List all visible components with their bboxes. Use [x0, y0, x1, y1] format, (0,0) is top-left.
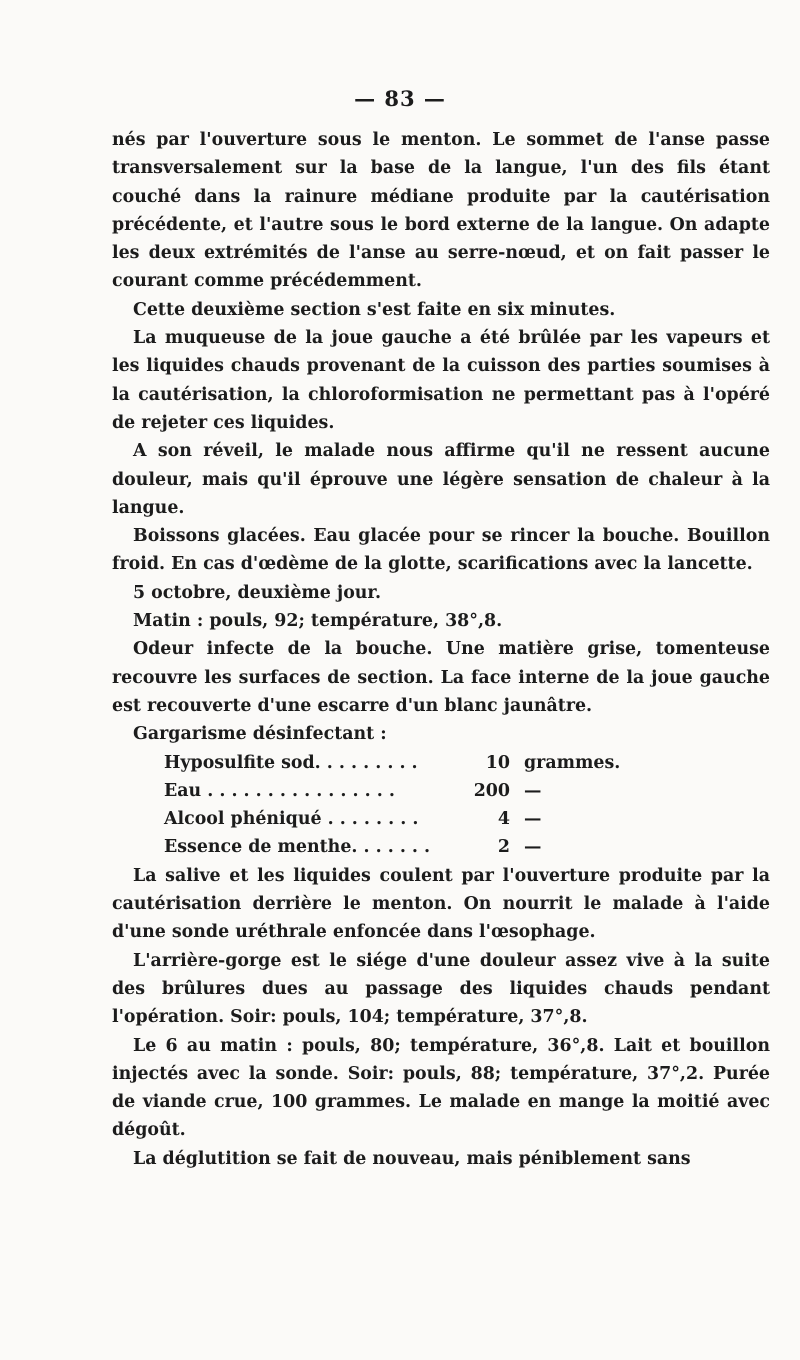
recipe-quantity: 200: [473, 780, 510, 801]
recipe-item: [112, 805, 770, 833]
paragraph-continued: nés par l'ouverture sous le menton. Le sommet de l'anse passe transversalement sur la base de la langue, l'un des fils étant couché dans la rainure médiane produite par la cautérisation précédente, et l'autre sous le bord externe de la langue. On adapte les deux extrémités de l'anse au serre-nœud, et on fait passer le courant comme précédemment.: [112, 130, 770, 292]
paragraph-continues: La déglutition se fait de nouveau, mais péniblement sans: [133, 1148, 691, 1169]
paragraph: La muqueuse de la joue gauche a été brûlée par les vapeurs et les liquides chauds provenant de la cuisson des parties soumises à la cautérisation, la chloroformisation ne permettant pas à l'opéré de rejeter ces liquides.: [112, 328, 770, 433]
recipe-unit: grammes.: [524, 752, 621, 773]
recipe-ingredient: Alcool phéniqué . . . . . . . .: [164, 809, 419, 830]
recipe-item: [112, 833, 770, 861]
recipe-quantity: 10: [485, 752, 510, 773]
page-number: — 83 —: [354, 86, 446, 111]
paragraph: La salive et les liquides coulent par l'ouverture produite par la cautérisation derrière le menton. On nourrit le malade à l'aide d'une sonde uréthrale enfoncée dans l'œsophage.: [112, 865, 770, 943]
recipe-quantity: 2: [497, 837, 510, 858]
recipe-list: [112, 749, 770, 862]
paragraph: A son réveil, le malade nous affirme qu'il ne ressent aucune douleur, mais qu'il éprouve une légère sensation de chaleur à la langue.: [112, 441, 770, 518]
recipe-ingredient: Essence de menthe. . . . . . .: [164, 837, 431, 858]
paragraph: Cette deuxième section s'est faite en six minutes.: [133, 299, 616, 320]
paragraph: 5 octobre, deuxième jour.: [133, 582, 382, 603]
paragraph: Le 6 au matin : pouls, 80; température, 36°,8. Lait et bouillon injectés avec la sonde. Soir: pouls, 88; température, 37°,2. Purée de viande crue, 100 grammes. Le malade en mange la moitié avec dégoût.: [112, 1035, 770, 1141]
recipe-ingredient: Eau . . . . . . . . . . . . . . . .: [164, 780, 395, 801]
paragraph: L'arrière-gorge est le siége d'une douleur assez vive à la suite des brûlures dues au passage des liquides chauds pendant l'opération. Soir: pouls, 104; température, 37°,8.: [112, 950, 770, 1028]
recipe-unit: —: [524, 809, 542, 830]
recipe-quantity: 4: [497, 809, 510, 830]
recipe-item: [112, 749, 770, 777]
recipe-unit: —: [524, 780, 542, 801]
recipe-unit: —: [524, 837, 542, 858]
paragraph: Odeur infecte de la bouche. Une matière grise, tomenteuse recouvre les surfaces de section. La face interne de la joue gauche est recouverte d'une escarre d'un blanc jaunâtre.: [112, 639, 770, 716]
body-text: [112, 126, 770, 1173]
recipe-item: [112, 777, 770, 805]
paragraph: Matin : pouls, 92; température, 38°,8.: [133, 611, 503, 632]
paragraph: Boissons glacées. Eau glacée pour se rincer la bouche. Bouillon froid. En cas d'œdème de la glotte, scarifications avec la lancette.: [112, 526, 770, 575]
recipe-heading: Gargarisme désinfectant :: [133, 724, 387, 745]
recipe-ingredient: Hyposulfite sod. . . . . . . . .: [164, 752, 418, 773]
